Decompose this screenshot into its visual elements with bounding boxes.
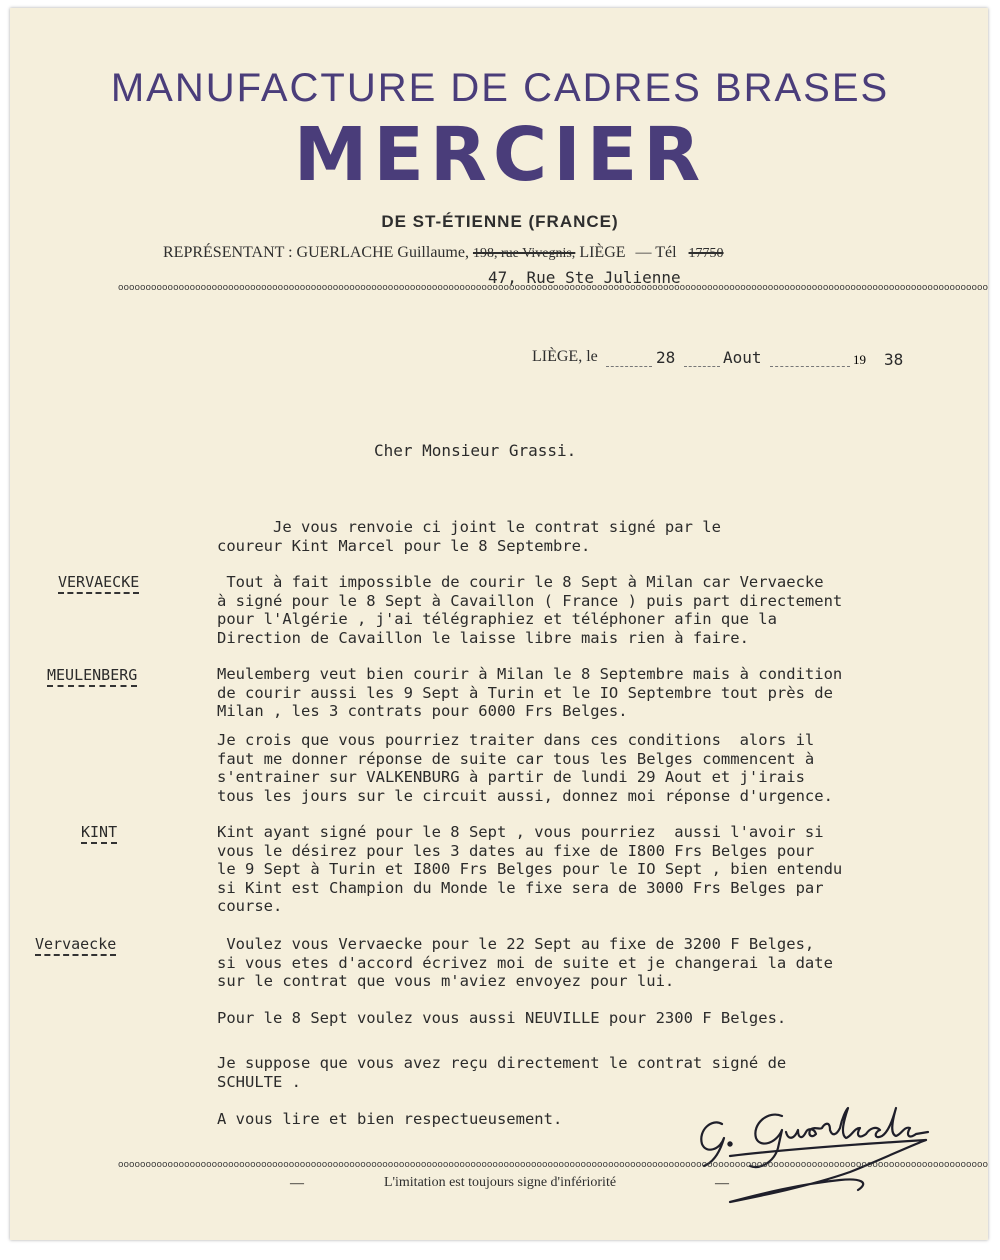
paragraph-closing: A vous lire et bien respectueusement. <box>217 1110 563 1128</box>
date-rule-2 <box>684 366 720 367</box>
date-day: 28 <box>656 348 676 367</box>
rep-label: REPRÉSENTANT : <box>163 244 293 261</box>
tel-label: — Tél <box>635 244 677 261</box>
footer-ornamental-rule: oooooooooooooooooooooooooooooooooooooooooooooooooooooooooooooooooooooooooooooooooooooooooooooooooooooooooooooooooooooooooooooooooooooooooooooooooooooooooooooo <box>118 1160 989 1170</box>
paragraph-schulte: Je suppose que vous avez reçu directement le contrat signé de SCHULTE . <box>217 1054 787 1091</box>
margin-name-meulenberg: MEULENBERG <box>47 666 137 687</box>
date-month: Aout <box>723 348 762 367</box>
margin-name-vervaecke-2: Vervaecke <box>35 935 116 956</box>
paragraph-contract-returned: Je vous renvoie ci joint le contrat signé par le coureur Kint Marcel pour le 8 Septembre. <box>217 518 721 555</box>
date-century: 19 <box>853 352 866 367</box>
footer-dash-right: — <box>715 1176 729 1191</box>
date-rule-3 <box>770 366 850 367</box>
date-year: 38 <box>884 350 904 369</box>
letterhead-manufacture-line: MANUFACTURE DE CADRES BRASES <box>110 66 890 110</box>
paragraph-vervaecke-impossible: Tout à fait impossible de courir le 8 Sept à Milan car Vervaecke à signé pour le 8 Sept à Cavaillon ( France ) puis part directement pour l'Algérie , j'ai télégraphiez et téléphoner afin que la Direction de Cavaillon le laisse libre mais rien à faire. <box>217 573 843 647</box>
paragraph-vervaecke-22-sept: Voulez vous Vervaecke pour le 22 Sept au fixe de 3200 F Belges, si vous etes d'accord écrivez moi de suite et je changerai la date sur le contrat que vous m'aviez envoyez pour lui. <box>217 935 833 990</box>
greeting: Cher Monsieur Grassi. <box>374 441 577 460</box>
paragraph-meulemberg-conditions: Meulemberg veut bien courir à Milan le 8 Septembre mais à condition de courir aussi les 9 Sept à Turin et le IO Septembre tout près de Milan , les 3 contrats pour 6000 Frs Belges. <box>217 665 843 720</box>
letterhead-city: DE ST-ÉTIENNE (FRANCE) <box>381 212 619 231</box>
margin-name-vervaecke: VERVAECKE <box>58 573 139 594</box>
paragraph-kint-fixed: Kint ayant signé pour le 8 Sept , vous pourriez aussi l'avoir si vous le désirez pour les 3 dates au fixe de I800 Frs Belges pour le 9 Sept à Turin et I800 Frs Belges pour le IO Sept , bien entendu si Kint est Champion du Monde le fixe sera de 3000 Frs Belges par course. <box>217 823 843 915</box>
footer-dash-left: — <box>290 1176 304 1191</box>
date-rule-1 <box>606 366 652 367</box>
paragraph-neuville: Pour le 8 Sept voulez vous aussi NEUVILLE pour 2300 F Belges. <box>217 1009 787 1027</box>
handwritten-signature <box>690 1100 950 1210</box>
struck-address: 198, rue Vivegnis, <box>472 246 576 261</box>
letterhead-brand: MERCIER <box>293 112 707 198</box>
paragraph-reply-urgently: Je crois que vous pourriez traiter dans ces conditions alors il faut me donner réponse de suite car tous les Belges commencent à s'entrainer sur VALKENBURG à partir de lundi 29 Aout et j'irais tous les jours sur le circuit aussi, donnez moi réponse d'urgence. <box>217 731 833 805</box>
margin-name-kint: KINT <box>81 823 117 844</box>
struck-tel: 17750 <box>688 246 724 261</box>
rep-name: GUERLACHE Guillaume, <box>296 244 469 261</box>
new-address-typed: 47, Rue Ste Julienne <box>488 268 681 287</box>
representative-line <box>163 244 724 262</box>
rep-city: LIÈGE <box>579 244 626 261</box>
date-label: LIÈGE, le <box>532 348 598 365</box>
footer-motto: L'imitation est toujours signe d'infériorité <box>383 1175 617 1190</box>
ornamental-rule: oooooooooooooooooooooooooooooooooooooooooooooooooooooooooooooooooooooooooooooooooooooooooooooooooooooooooooooooooooooooooooooooooooooooooooooooooooooooooooooo <box>118 283 989 293</box>
